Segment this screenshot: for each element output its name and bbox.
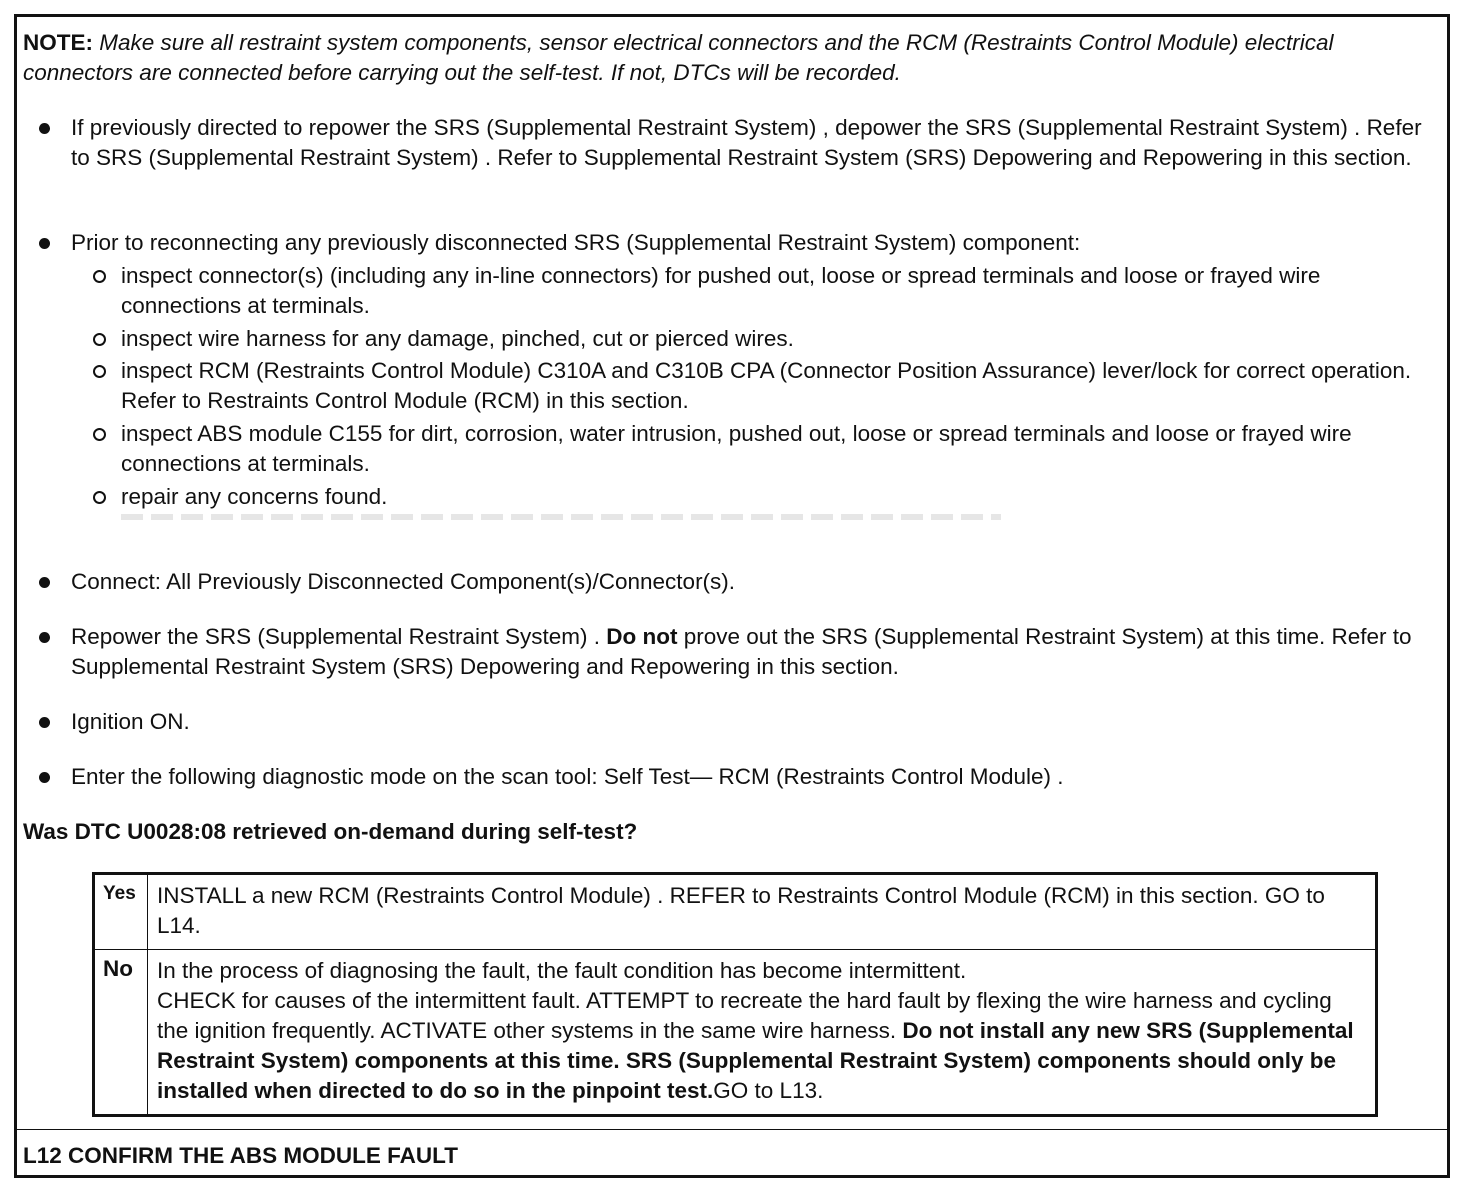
hollow-bullet-icon <box>93 491 106 504</box>
bullet-dot-icon <box>39 772 50 783</box>
bullet-item-connect <box>71 567 1441 597</box>
answer-text-yes: INSTALL a new RCM (Restraints Control Module) . REFER to Restraints Control Module (RCM) in this section. GO to L14. <box>157 883 1325 938</box>
answer-no-line1: In the process of diagnosing the fault, the fault condition has become intermittent. <box>157 958 967 983</box>
bullet-item-ignition <box>71 707 1441 737</box>
yes-no-table <box>92 872 1378 1117</box>
procedure-frame <box>14 14 1450 1178</box>
answer-no-tail: GO to L13. <box>713 1078 824 1103</box>
subitem-text: repair any concerns found. <box>121 484 388 509</box>
note-block <box>23 28 1423 88</box>
subitem-inspect-harness <box>121 324 1446 354</box>
subitem-inspect-abs-c155 <box>121 419 1446 479</box>
bullet-text: If previously directed to repower the SRS (Supplemental Restraint System) , depower the SRS (Supplemental Restraint System) . Refer to SRS (Supplemental Restraint System) . Refer to Supplemental Restraint System (SRS) Depowering and Repowering in this section. <box>71 115 1422 170</box>
subitem-text: inspect ABS module C155 for dirt, corrosion, water intrusion, pushed out, loose or spread terminals and loose or frayed wire connections at terminals. <box>121 421 1352 476</box>
subitem-text: inspect RCM (Restraints Control Module) C310A and C310B CPA (Connector Position Assurance) lever/lock for correct operation. Refer to Restraints Control Module (RCM) in this section. <box>121 358 1412 413</box>
answer-no-line2: CHECK for causes of the intermittent fault. ATTEMPT to recreate the hard fault by flexing the wire harness and cycling the ignition frequently. ACTIVATE other systems in the same wire harness. <box>157 988 1332 1043</box>
bullet-text: Ignition ON. <box>71 709 190 734</box>
answer-row-no <box>95 950 1375 1114</box>
answer-text-no <box>148 950 1375 1114</box>
bullet-text: Prior to reconnecting any previously disconnected SRS (Supplemental Restraint System) component: <box>71 230 1081 255</box>
bullet-item-self-test <box>71 762 1441 792</box>
subitem-inspect-rcm-cpa <box>121 356 1446 416</box>
hollow-bullet-icon <box>93 428 106 441</box>
next-step-heading: L12 CONFIRM THE ABS MODULE FAULT <box>23 1143 458 1168</box>
answer-no-bold: Do not install any new SRS (Supplemental Restraint System) components at this time. SRS (Supplemental Restraint System) components should only be installed when directed to do so in the pinpoint test. <box>157 1018 1354 1103</box>
bullet-text-before: Repower the SRS (Supplemental Restraint System) . <box>71 624 607 649</box>
subitem-repair-concerns <box>121 482 1446 512</box>
hollow-bullet-icon <box>93 365 106 378</box>
answer-key-no: No <box>95 950 148 1114</box>
bullet-dot-icon <box>39 123 50 134</box>
bullet-text-bold: Do not <box>606 624 678 649</box>
bullet-text-after: prove out the SRS (Supplemental Restraint System) at this time. Refer to Supplemental Restraint System (SRS) Depowering and Repowering in this section. <box>71 624 1412 679</box>
subitem-inspect-connectors <box>121 261 1446 321</box>
bullet-dot-icon <box>39 238 50 249</box>
bullet-text: Enter the following diagnostic mode on the scan tool: Self Test— RCM (Restraints Control Module) . <box>71 764 1064 789</box>
bullet-item-repower <box>71 622 1441 682</box>
answer-row-yes <box>95 875 1375 950</box>
note-label: NOTE: <box>23 30 93 55</box>
diagnostic-question: Was DTC U0028:08 retrieved on-demand during self-test? <box>23 819 638 844</box>
bullet-dot-icon <box>39 717 50 728</box>
section-divider <box>17 1129 1447 1130</box>
bullet-item-depower <box>71 113 1441 173</box>
bullet-text: Connect: All Previously Disconnected Component(s)/Connector(s). <box>71 569 736 594</box>
answer-key-yes: Yes <box>95 875 148 949</box>
subitem-text: inspect wire harness for any damage, pinched, cut or pierced wires. <box>121 326 794 351</box>
bullet-dot-icon <box>39 632 50 643</box>
note-text: Make sure all restraint system components, sensor electrical connectors and the RCM (Restraints Control Module) electrical connectors are connected before carrying out the self-test. If not, DTCs will be recorded. <box>23 30 1334 85</box>
hollow-bullet-icon <box>93 333 106 346</box>
hollow-bullet-icon <box>93 270 106 283</box>
bullet-item-prior-reconnect <box>71 228 1441 258</box>
faded-text-artifact <box>121 514 1001 520</box>
subitem-text: inspect connector(s) (including any in-line connectors) for pushed out, loose or spread terminals and loose or frayed wire connections at terminals. <box>121 263 1321 318</box>
bullet-dot-icon <box>39 577 50 588</box>
